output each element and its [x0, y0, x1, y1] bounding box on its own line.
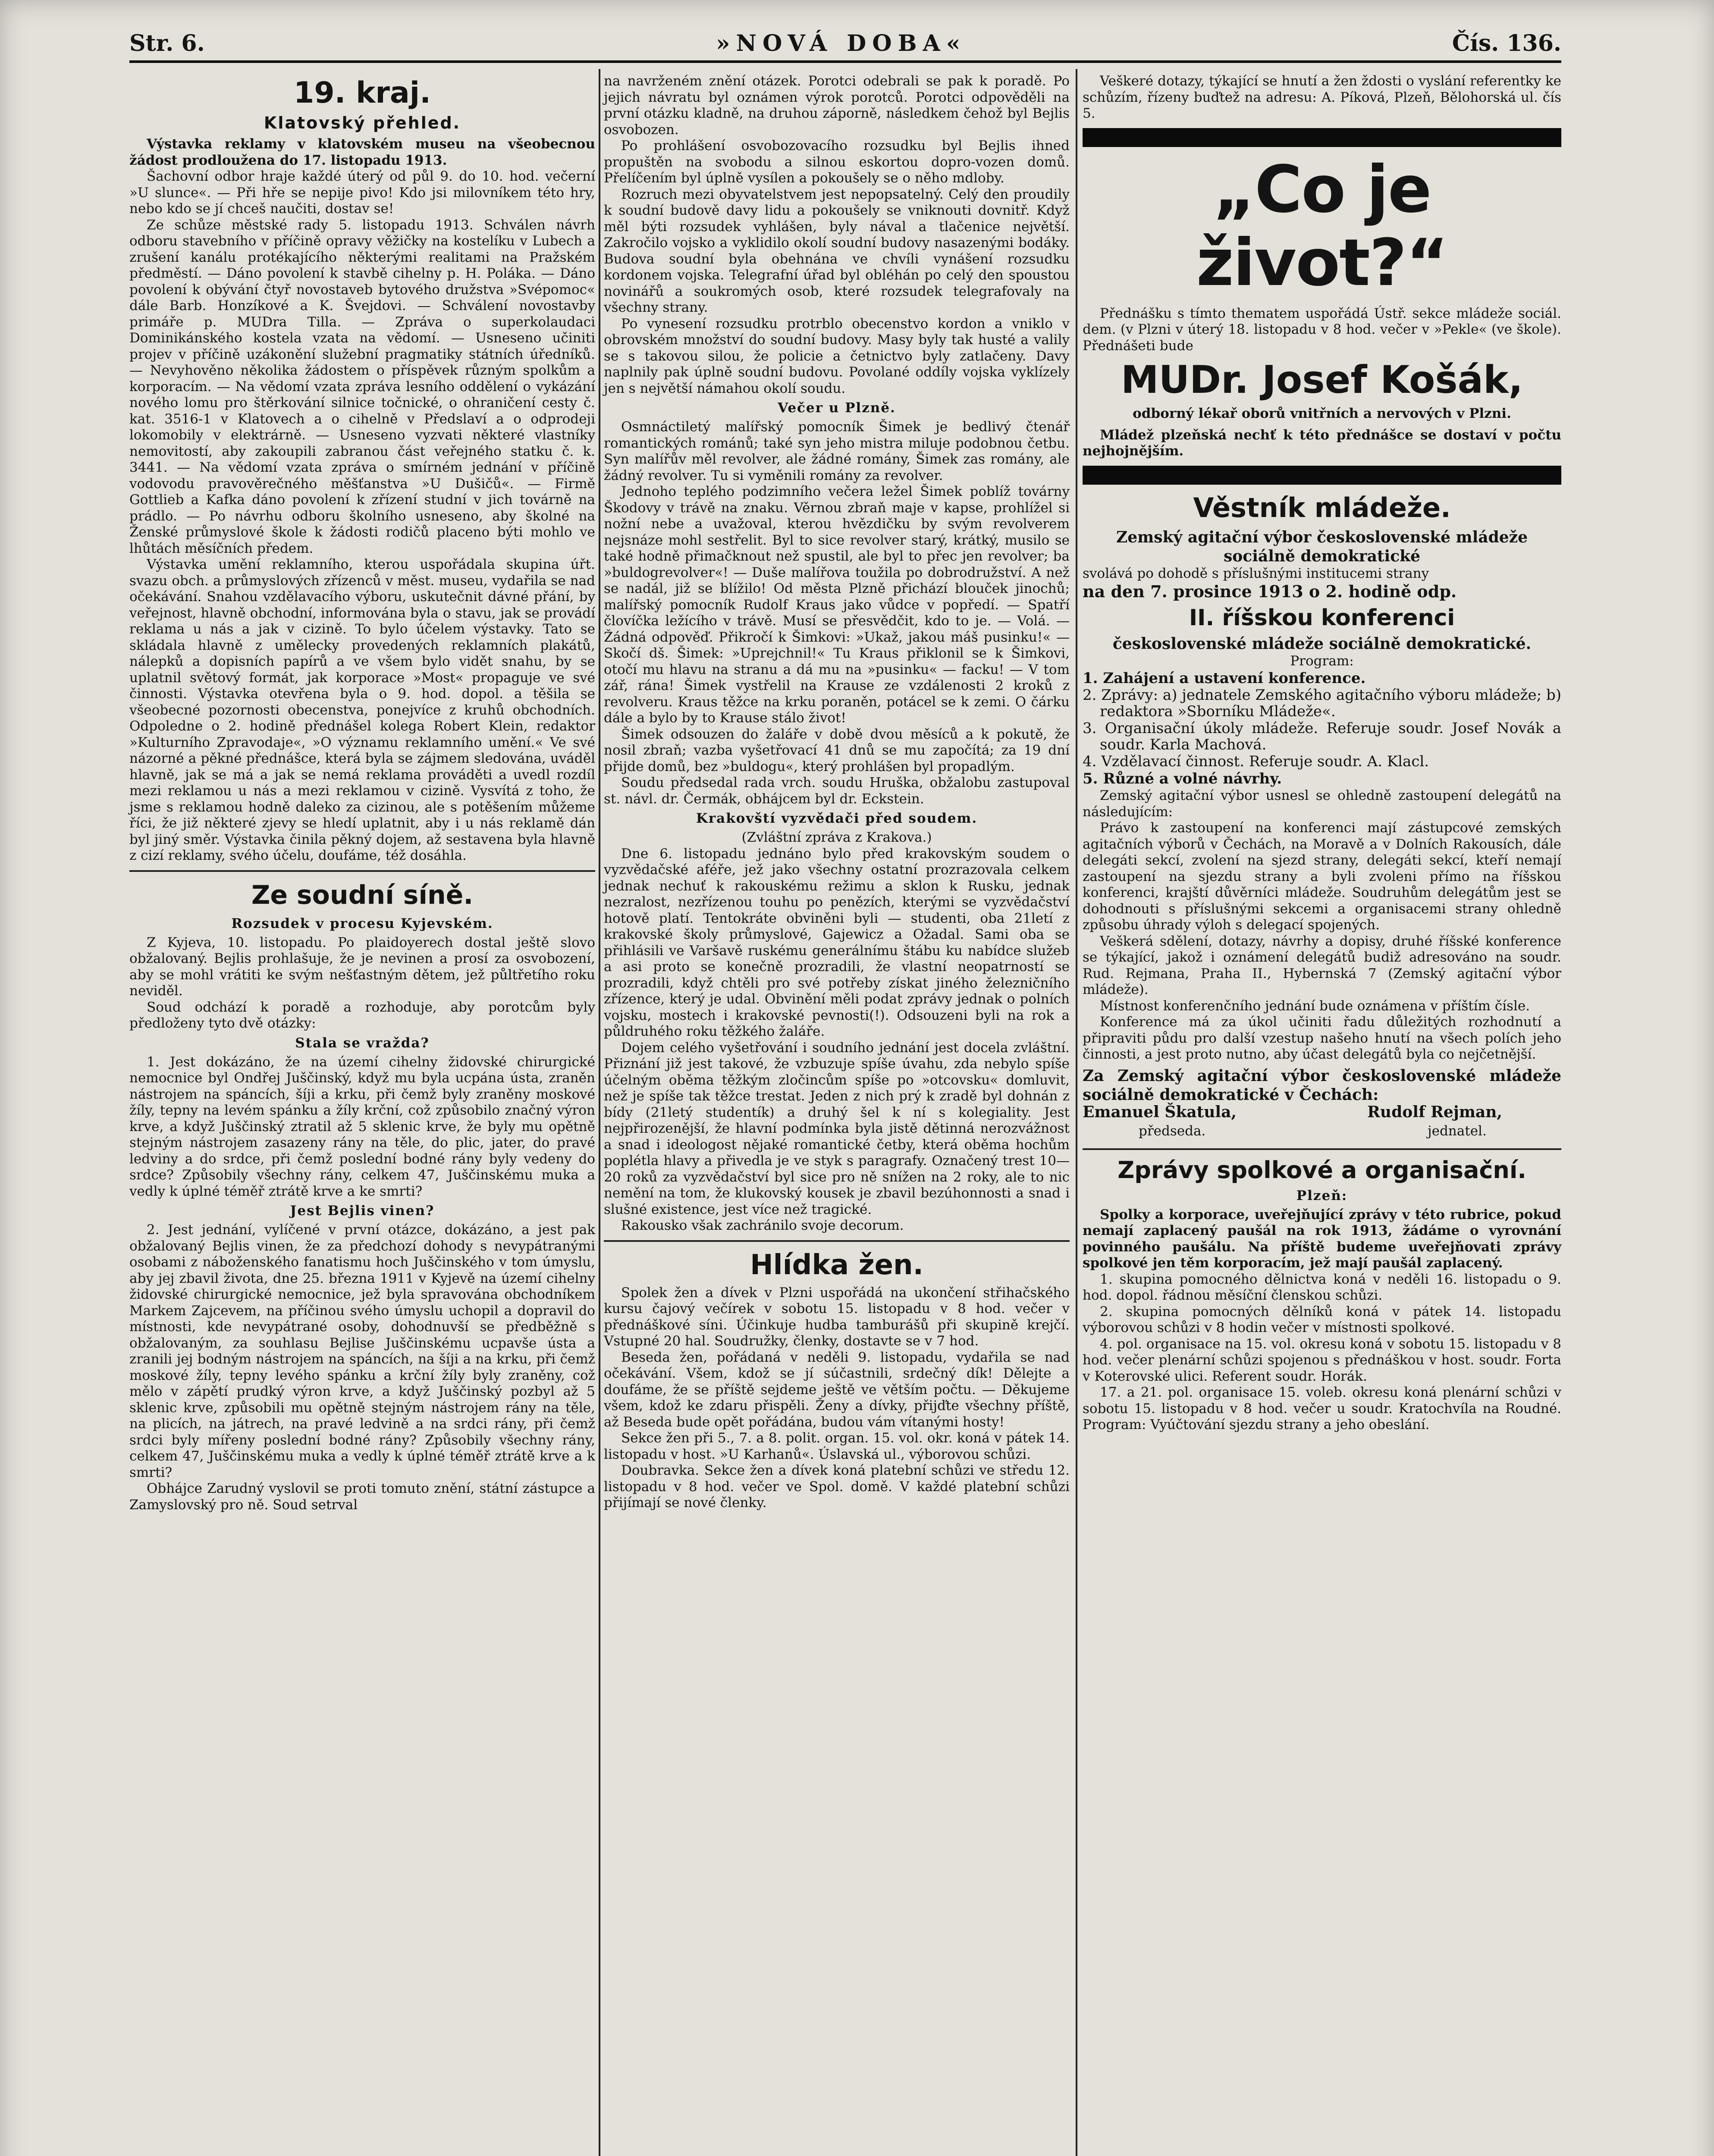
conference-date: na den 7. prosince 1913 o 2. hodině odp. [1083, 582, 1457, 601]
conference-subtitle: československé mládeže sociálně demokratické. [1112, 635, 1532, 653]
paragraph: Po vynesení rozsudku protrblo obecenstvo kordon a vniklo v obrovském množství do soudní budovy. Masy byly tak husté a valily se s takovou silou, že policie a četnictvo byly zatlačeny. Davy naplnily pak úplně soudní budovu. Povolané oddíly vojska vyklízely jen s největší námahou okolí soudu. [604, 316, 1070, 396]
black-bar [1083, 128, 1561, 147]
paragraph: Veškeré dotazy, týkající se hnutí a žen ždosti o vyslání referentky ke schůzím, řízeny buďtež na adresu: A. Píková, Plzeň, Bělohorská ul. čís 5. [1083, 73, 1561, 121]
question-heading: Stala se vražda? [295, 1035, 430, 1051]
paragraph: Rakousko však zachránilo svoje decorum. [621, 1218, 904, 1233]
page-number: Str. 6. [129, 30, 205, 56]
paragraph: na navrženém znění otázek. Porotci odebrali se pak k poradě. Po jejich návratu byl oznámen výrok porotců. Porotci odpověděli na první otázku kladně, na druhou záporně, následkem čehož byl Bejlis osvobozen. [604, 73, 1070, 138]
paragraph: Soud odchází k poradě a rozhoduje, aby porotcům byly předloženy tyto dvě otázky: [129, 999, 595, 1031]
paragraph: Konference má za úkol učiniti řadu důležitých rozhodnutí a připraviti půdu pro další vzestup našeho hnutí na všech polích jeho činnosti, a jest proto nutno, aby účast delegátů byla co nejčetnější. [1083, 1014, 1561, 1062]
program-item: 2. Zprávy: a) jednatele Zemského agitačního výboru mládeže; b) redaktora »Sborníku Mládeže«. [1083, 686, 1561, 720]
article-heading: Krakovští vyzvědači před soudem. [696, 811, 978, 826]
paragraph: Jednoho teplého podzimního večera ležel Šimek poblíž továrny Škodovy v trávě na znaku. Věrnou zbraň maje v kapse, prohlížel si nožní nebe a uvažoval, kterou hvězdičku by svým revolverem nejsnáze mohl sestřelit. Byl to sice revolver starý, krátký, musilo se také hodně přimačknout než spustil, ale byl to přec jen revolver; ba »buldogrevolver«! — Duše malířova toužila po dobrodružství. A než se nadál, již se blížilo! Od města Plzně přichází blouček jinochů; malířský pomocník Rudolf Kraus jako vůdce v popředí. — Spatří človíčka ležícího v trávě. Musí se přesvědčit, kdo to je. — Volá. — Žádná odpověď. Přikročí k Šimkovi: »Ukaž, jakou máš pusinku!« — Skočí dš. Šimek: »Uprejchnil!« Tu Kraus přiklonil se k Šimkovi, otočí mu hlavu na stranu a dá mu na »pusinku« — facku! — V tom zář, rána! Šimek vystřelil na Krause ze vzdálenosti 2 kroků z revolveru. Kraus těžce na krku poraněn, potácel se k zemi. O čárku dále a bylo by to Krause stálo život! [604, 484, 1070, 726]
women-section-title: Hlídka žen. [750, 1249, 923, 1281]
paragraph: Ze schůze městské rady 5. listopadu 1913. Schválen návrh odboru stavebního v příčině opravy věžičky na kostelíku v Lubech a zrušení kanálu protékajícího některými realitami na Pražském předměstí. — Dáno povolení k stavbě cihelny p. H. Poláka. — Dáno povolení k obývání čtyř novostaveb bytového družstva »Svépomoc« dále Barb. Honzíkové a K. Švejdovi. — Schválení novostavby primáře p. MUDra Tilla. — Zpráva o superkolaudaci Dominikánského kostela vzata na vědomí. — Usneseno učiniti projev v příčině uzákonění služební pragmatiky státních úředníků. — Nevyhověno několika žádostem o příspěvek různým spolkům a korporacím. — Na vědomí vzata zpráva lesního oddělení o vykázání nového lomu pro štěrkování silnice točnické, o ohraničení cesty č. kat. 3516-1 v Klatovech a o cihelně v Předslaví a o odprodeji lokomobily v elektrárně. — Usneseno vyzvati některé vlastníky nemovitostí, aby zakoupili zabranou část veřejného statku č. k. 3441. — Na vědomí vzata zpráva o smírném jednání v příčině vodovodu pravověrečného měšťanstva »U Dušičů«. — Firmě Gottlieb a Kafka dáno povolení k zřízení studní v jich továrně na prádlo. — Po návrhu odboru školního usneseno, aby školné na Ženské průmyslové škole k žádosti rodičů placeno býti mohlo ve lhůtách měsíčních předem. [129, 217, 595, 556]
article-subheading: (Zvláštní zpráva z Krakova.) [741, 830, 932, 845]
paragraph: Výstavka reklamy v klatovském museu na všeobecnou žádost prodloužena do 17. listopadu 1913. [129, 136, 595, 168]
program-item: 1. Zahájení a ustavení konference. [1083, 669, 1366, 687]
paragraph: Obhájce Zarudný vyslovil se proti tomuto znění, státní zástupce a Zamyslovský pro ně. Soud setrval [129, 1481, 595, 1513]
paragraph: Mládež plzeňská nechť k této přednášce se dostaví v počtu nejhojnějším. [1083, 427, 1561, 459]
paragraph: 1. skupina pomocného dělnictva koná v neděli 16. listopadu o 9. hod. dopol. řádnou měsíční členskou schůzi. [1083, 1271, 1561, 1303]
paragraph: Přednášku s tímto thematem uspořádá Ústř. sekce mládeže sociál. dem. (v Plzni v úterý 18. listopadu v 8 hod. večer v »Pekle« (ve škole). Přednášeti bude [1083, 305, 1561, 354]
masthead: »NOVÁ DOBA« [716, 30, 967, 56]
paragraph: 2. Jest jednání, vylíčené v první otázce, dokázáno, a jest pak obžalovaný Bejlis vinen, že za předchozí dohody s nevypátranými osobami z náboženského fanatismu hoch Juščinského v tom úmyslu, aby jej zbavil života, dne 25. března 1911 v Kyjevě na území cihelny židovské chirurgické nemocnice, jež byla spravována obchodníkem Markem Zajcevem, na příčinou svého úmyslu uchopil a dopravil do místnosti, kde nevypátrané osoby, dohodnuvší se předběžně s obžalovaným, za souhlasu Bejlise Juščinskému ucpavše ústa a zranili jej bodným nástrojem na spáncích, na šíji a na krku, při čemž moskové žíly, tepny levého spánku a krční žíly byly zraněny, což mělo v zápětí prudký výron krve, a když Juščinský pozbyl až 5 sklenic krve, způsobili mu opětně stejným nástrojem rány na těle, na plicích, na játrech, na pravé ledvině a na srdci rány, při čemž srdci byly mířeny poslední bodné rány? Způsobily všechny rány, celkem 47, Juščinskému muka a vedly k úplné téměř ztrátě krve a k smrti? [129, 1222, 595, 1480]
paragraph: Veškerá sdělení, dotazy, návrhy a dopisy, druhé říšské konference se týkající, jakož i oznámení delegátů budiž adresováno na soudr. Rud. Rejmana, Praha II., Hybernská 7 (Zemský agitační výbor mládeže). [1083, 933, 1561, 997]
program-item: 3. Organisační úkoly mládeže. Referuje soudr. Josef Novák a soudr. Karla Machová. [1083, 720, 1561, 753]
court-section-title: Ze soudní síně. [251, 880, 474, 910]
black-bar [1083, 466, 1561, 485]
column-divider [1076, 69, 1077, 2156]
youth-subtitle: Zemský agitační výbor československé mládeže sociálně demokratické [1116, 528, 1528, 565]
paragraph: Spolek žen a dívek v Plzni uspořádá na ukončení střihačského kursu čajový večírek v sobotu 15. listopadu v 8 hod. večer v přednáškové síni. Účinkuje hudba tamburášů při skupině krejčí. Vstupné 20 hal. Soudružky, členky, dostavte se v 7 hod. [604, 1285, 1070, 1349]
paragraph: Spolky a korporace, uveřejňující zprávy v této rubrice, pokud nemají zaplacený paušál na rok 1913, žádáme o vyrovnání povinného paušálu. Na příště budeme uveřejňovati zprávy spolkové jen těm korporacím, jež mají paušál zaplacený. [1083, 1206, 1561, 1271]
divider [129, 870, 595, 872]
column-2 [604, 73, 1070, 1511]
column-3 [1083, 73, 1561, 1433]
lecturer-role: odborný lékař oborů vnitřních a nervových v Plzni. [1133, 406, 1511, 421]
city-heading: Plzeň: [1296, 1188, 1348, 1203]
signature-names [1083, 1104, 1561, 1123]
issue-number: Čís. 136. [1452, 30, 1561, 56]
paragraph: Z Kyjeva, 10. listopadu. Po plaidoyerech dostal ještě slovo obžalovaný. Bejlis prohlašuje, že je nevinen a prosí za osvobození, aby se mohl vrátiti ke svým nešťastným dětem, jež půltřetího roku neviděl. [129, 934, 595, 999]
paragraph: Dne 6. listopadu jednáno bylo před krakovským soudem o vyzvědačské aféře, jež jako všechny ostatní prozrazovala celkem jednak nechuť k rakouskému režimu a sklon k Rusku, jednak nezralost, nezřízenou touhu po penězích, kterými se vyzvědačství hotově platí. Tentokráte obviněni byli — studenti, oba 21letí z krakovské školy průmyslové, Gajewicz a Ožadal. Sami oba se přihlásili ve Varšavě ruskému generálnímu štábu ku nabídce služeb a asi proto se konečně prozradili, že vlastní neopatrností se prozradili, když chtěli pro své potřeby získat jiného železničního zřízence, který je udal. Obvinění měli podat zprávy jednak o polních vojsku, mostech i krakovské pevnosti(!). Odsouzeni byli na rok a půldruhého roku těžkého žaláře. [604, 846, 1070, 1039]
paragraph: 2. skupina pomocných dělníků koná v pátek 14. listopadu výborovou schůzi v 8 hodin večer v místnosti spolkové. [1083, 1304, 1561, 1335]
signature-roles [1083, 1123, 1561, 1142]
signature-name: Rudolf Rejman, [1367, 1103, 1502, 1121]
article-heading: Večer u Plzně. [778, 400, 896, 416]
divider [1083, 1148, 1561, 1150]
question-heading: Jest Bejlis vinen? [290, 1203, 435, 1219]
paragraph: Soudu předsedal rada vrch. soudu Hruška, obžalobu zastupoval st. návl. dr. Čermák, obhájcem byl dr. Eckstein. [604, 775, 1070, 807]
program-item: 5. Různé a volné návrhy. [1083, 770, 1282, 787]
paragraph: Zemský agitační výbor usnesl se ohledně zastoupení delegátů na následujícím: [1083, 788, 1561, 820]
paragraph: Sekce žen při 5., 7. a 8. polit. organ. 15. vol. okr. koná v pátek 14. listopadu v host. »U Karhanů«. Úslavská ul., výborovou schůzi. [604, 1430, 1070, 1462]
paragraph: 4. pol. organisace na 15. vol. okresu koná v sobotu 15. listopadu v 8 hod. večer plenární schůzi spojenou s přednáškou v host. soudr. Forta v Koterovské ulici. Referent soudr. Horák. [1083, 1336, 1561, 1384]
paragraph: Dojem celého vyšetřování i soudního jednání jest docela zvláštní. Přiznání již jest takové, že vzbuzuje spíše úvahu, zda nebylo spíše účelným oběma těžkým zločincům spíše po »otcovsku« domluvit, než je spíše tak těžce trestat. Jeden z nich prý k zradě byl dohnán z bídy (21letý studentík) a druhý šel k ní s kolegiality. Jest nejpřirozenější, že hlavní podmínka byla jistě dětinná nerozvážnost a snad i ideologost nějaké romantické četby, která oběma hochům poplétla hlavy a přivedla je ve styk s paragrafy. Označený trest 10—20 roků za vyzvědačství byl sice pro ně snížen na 2 roky, ale to nic nemění na tom, že klukovský kousek je zbavil bezúhonnosti a snad i slušné existence, jest více než tragické. [604, 1040, 1070, 1217]
column-divider [599, 69, 600, 2156]
paragraph: Šimek odsouzen do žaláře v době dvou měsíců a k pokutě, že nosil zbraň; vazba vyšetřovací 41 dnů se mu započítá; za 19 dní přijde domů, bez »buldogu«, který prohlášen byl propadlým. [604, 726, 1070, 774]
column-1 [129, 73, 595, 1513]
paragraph: Osmnáctiletý malířský pomocník Šimek je bedlivý čtenář romantických románů; také syn jeho mistra miluje podobnou četbu. Syn malířův měl revolver, ale žádné romány, Šimek zas romány, ale žádný revolver. Tu si vyměnili romány za revolver. [604, 419, 1070, 483]
subsection-title: Klatovský přehled. [264, 113, 461, 132]
lecturer-name: MUDr. Josef Košák, [1121, 357, 1523, 402]
paragraph: Beseda žen, pořádaná v neděli 9. listopadu, vydařila se nad očekávání. Všem, kdož se jí súčastnili, srdečný dík! Dělejte a doufáme, že se příště sejdeme ještě ve větším počtu. — Děkujeme všem, kdož ke zdaru přispěli. Ženy a dívky, přijďte všechny příště, až Beseda bude opět pořádána, budou vám vítanými hosty! [604, 1349, 1070, 1430]
paragraph: Výstavka umění reklamního, kterou uspořádala skupina úřt. svazu obch. a průmyslových zřízenců v měst. museu, vydařila se nad očekávání. Snahou vzdělavacího výboru, uskutečnit dávné přání, by veřejnost, hlavně obchodní, informována byla o stavu, jak se provádí reklama u nás a jak v cizině. To bylo účelem výstavky. Tato se skládala hlavně z umělecky provedených reklamních plakátů, nálepků a dopisních papírů a ve všem bylo vidět snahu, by se uplatnil světový formát, jak korporace »Most« propaguje ve své činnosti. Výstavka otevřena byla o 9. hod. dopol. a těšila se všeobecné pozornosti obecenstva, ponejvíce z kruhů obchodních. Odpoledne o 2. hodině přednášel kolega Robert Klein, redaktor »Kulturního Zpravodaje«, »O významu reklamního umění.« Ve své názorné a pěkné přednášce, která byla se zájmem sledována, uváděl hlavně, jak se má a jak se nemá reklama prováděti a uvedl rozdíl mezi reklamou u nás a mezi reklamou v cizině. Vysvítá z toho, že jsme s reklamou hodně daleko za cizinou, ale s potěšením můžeme říci, že již některé zjevy se hledí uplatnit, aby i u nás reklamě dán byl jiný směr. Výstavka činila pěkný dojem, až sestavena byla hlavně z cizí reklamy, svého účelu, doufáme, též dosáhla. [129, 557, 595, 863]
divider [604, 1240, 1070, 1242]
lecture-title: „Co je život?“ [1196, 152, 1448, 301]
paragraph: Právo k zastoupení na konferenci mají zástupcové zemských agitačních výborů v Čechách, na Moravě a v Dolních Rakousích, dále delegáti sekcí, zvolení na sjezd strany, delegáti sekcí, kteří nemají zastoupení na sjezdu strany a byli zvoleni přímo na říšskou konferenci, krajští důvěrníci mládeže. Soudruhům delegátům jest se dohodnouti s příslušnými sekcemi a organisacemi strany ohledně způsobu úhrady výloh s delegací spojených. [1083, 820, 1561, 933]
paragraph: svolává po dohodě s příslušnými institucemi strany [1083, 565, 1429, 581]
signature-name: Emanuel Škatula, [1083, 1103, 1237, 1121]
court-subtitle: Rozsudek v procesu Kyjevském. [231, 915, 493, 931]
program-item: 4. Vzdělavací činnost. Referuje soudr. A. Klacl. [1083, 753, 1429, 770]
paragraph: Šachovní odbor hraje každé úterý od půl 9. do 10. hod. večerní »U slunce«. — Při hře se nepije pivo! Kdo jsi milovníkem této hry, nebo kdo se jí chceš naučiti, dostav se! [129, 169, 595, 216]
signature-role: předseda. [1139, 1123, 1206, 1139]
paragraph: Po prohlášení osvobozovacího rozsudku byl Bejlis ihned propuštěn na svobodu a silnou eskortou dopro-vozen domů. Přelíčením byl úplně vysílen a pokoušely se o něho mdloby. [604, 138, 1070, 186]
program-label: Program: [1290, 653, 1354, 669]
conference-title: II. říšskou konferenci [1189, 605, 1455, 631]
section-title: 19. kraj. [294, 76, 431, 110]
paragraph: Rozruch mezi obyvatelstvem jest nepopsatelný. Celý den proudily k soudní budově davy lidu a pokoušely se vniknouti dovnitř. Když měl býti rozsudek vyhlášen, byly nával a tlačenice největší. Zakročilo vojsko a vyklidilo okolí soudní budovy nasazenými bodáky. Budova soudní byla obehnána ve chvíli vynášení rozsudku kordonem vojska. Telegrafní úřad byl obléhán po celý den spoustou novinářů a soukromých osob, které rozsudek telegrafovaly na všechny strany. [604, 186, 1070, 315]
association-section-title: Zprávy spolkové a organisační. [1118, 1156, 1526, 1184]
paragraph: 1. Jest dokázáno, že na území cihelny židovské chirurgické nemocnice byl Ondřej Juščinský, když mu byla ucpána ústa, zraněn nástrojem na spáncích, šíji a krku, při čemž byly zraněny moskové žíly, tepny na levém spánku a žíly krční, což způsobilo značný výron krve, a když Juščinský ztratil až 5 sklenic krve, že byly mu opětně stejným nástrojem zasazeny rány na těle, do plic, jater, do pravé ledviny a do srdce, při čemž poslední bodné rány byly vedeny do srdce? Způsobily všechny rány, celkem 47, Juščinskému muka a vedly k úplné téměř ztrátě krve a ke smrti? [129, 1054, 595, 1199]
signature-intro: Za Zemský agitační výbor československé mládeže sociálně demokratické v Čechách: [1083, 1066, 1561, 1104]
paragraph: Doubravka. Sekce žen a dívek koná platební schůzi ve středu 12. listopadu v 8 hod. večer ve Spol. domě. V každé platební schůzi přijímají se nové členky. [604, 1463, 1070, 1510]
paragraph: 17. a 21. pol. organisace 15. voleb. okresu koná plenární schůzi v sobotu 15. listopadu v 8 hod. večer u soudr. Kratochvíla na Roudné. Program: Vyúčtování sjezdu strany a jeho obeslání. [1083, 1385, 1561, 1432]
paragraph: Místnost konferenčního jednání bude oznámena v příštím čísle. [1100, 998, 1530, 1014]
signature-role: jednatel. [1428, 1123, 1487, 1139]
page-header [129, 26, 1561, 63]
youth-section-title: Věstník mládeže. [1193, 492, 1451, 523]
